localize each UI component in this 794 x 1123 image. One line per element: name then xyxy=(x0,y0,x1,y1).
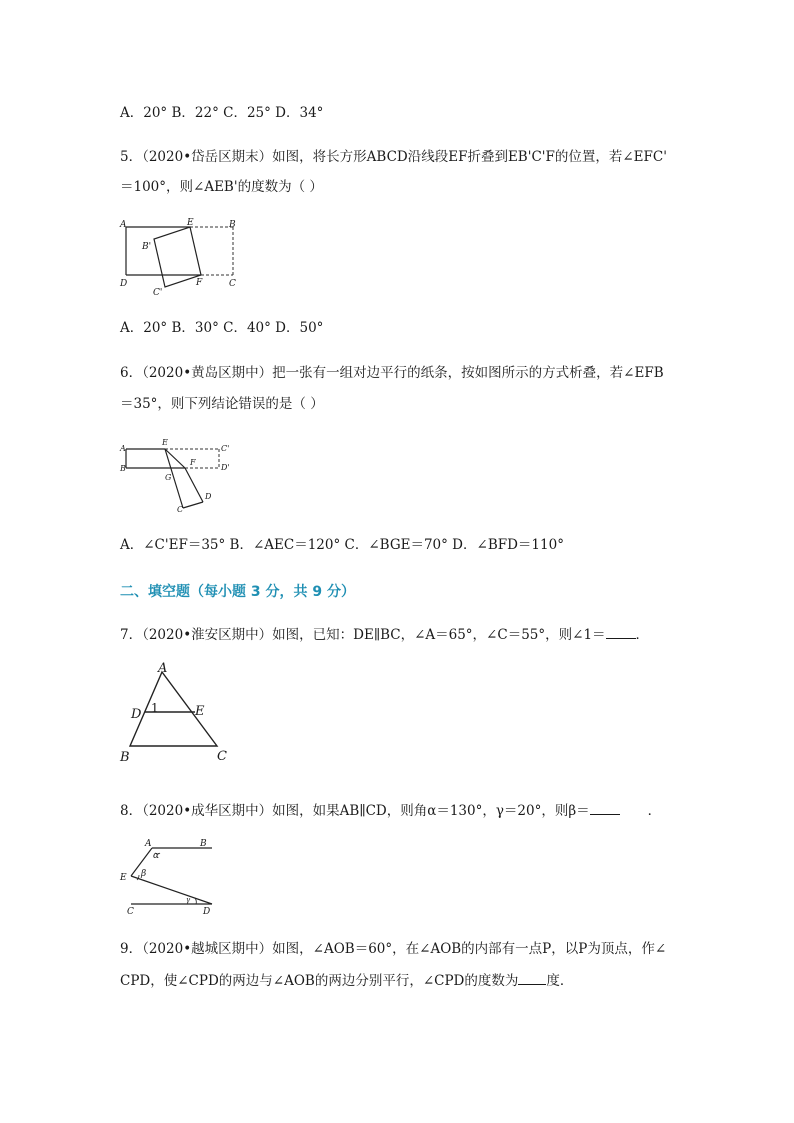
q4-options: A．20° B．22° C．25° D．34° xyxy=(120,105,324,121)
q6-label-D-prime: D' xyxy=(221,463,230,472)
q8-label-gamma: γ xyxy=(186,896,191,904)
q8-label-C: C xyxy=(127,907,134,917)
q5-label-B: B xyxy=(229,220,236,230)
q5-stem-line1: 5．（2020•岱岳区期末）如图，将长方形ABCD沿线段EF折叠到EB'C'F的位置，若∠EFC' xyxy=(120,149,667,165)
q7-figure-triangle xyxy=(115,660,240,770)
q8-label-beta: β xyxy=(141,869,147,879)
q7-text-end: ． xyxy=(635,627,650,643)
q7-label-D: D xyxy=(131,707,142,722)
q7-label-A: A xyxy=(158,661,168,676)
q5-label-C-prime: C' xyxy=(153,288,163,298)
q6-options: A．∠C'EF＝35° B．∠AEC＝120° C．∠BGE＝70° D．∠BFD＝110° xyxy=(120,537,564,553)
q9-stem-line1: 9．（2020•越城区期中）如图，∠AOB＝60°，在∠AOB的内部有一点P，以P为顶点，作∠ xyxy=(120,941,667,957)
q8-label-E: E xyxy=(120,873,127,883)
q7-answer-blank[interactable] xyxy=(606,624,636,639)
q5-label-A: A xyxy=(120,220,127,230)
q7-stem xyxy=(120,624,649,645)
q8-figure-parallel-lines xyxy=(115,832,225,922)
q6-label-A: A xyxy=(120,444,126,453)
q7-label-B: B xyxy=(120,750,130,765)
q9-answer-blank[interactable] xyxy=(518,970,546,985)
q9-text: CPD，使∠CPD的两边与∠AOB的两边分别平行，∠CPD的度数为 xyxy=(120,973,519,989)
q6-label-E: E xyxy=(162,438,168,447)
q6-stem-line1: 6．（2020•黄岛区期中）把一张有一组对边平行的纸条，按如图所示的方式析叠，若∠EFB xyxy=(120,365,664,381)
q7-label-C: C xyxy=(217,749,227,764)
q5-label-C: C xyxy=(229,279,236,289)
q6-figure-folded-strip xyxy=(115,435,245,515)
q8-text-end: ． xyxy=(647,803,662,819)
q5-label-F: F xyxy=(196,278,203,288)
q5-label-D: D xyxy=(120,279,128,289)
q5-label-E: E xyxy=(187,218,194,228)
q8-label-D: D xyxy=(203,907,211,917)
q6-label-C: C xyxy=(177,505,184,514)
q7-text: 7．（2020•淮安区期中）如图，已知：DE∥BC，∠A＝65°，∠C＝55°，则∠1＝ xyxy=(120,627,606,643)
q8-label-alpha: α xyxy=(153,851,160,861)
q8-label-A: A xyxy=(145,839,152,849)
q5-figure-folded-rectangle xyxy=(115,215,245,300)
q7-label-1: 1 xyxy=(151,701,159,715)
q8-stem xyxy=(120,800,661,821)
q9-stem-line2 xyxy=(120,970,573,991)
q6-stem-line2: ＝35°，则下列结论错误的是（ ） xyxy=(120,396,324,412)
q8-answer-blank[interactable] xyxy=(590,800,620,815)
q7-label-E: E xyxy=(195,704,205,719)
q6-label-D: D xyxy=(205,492,212,501)
q6-label-F: F xyxy=(190,458,196,467)
q6-label-B: B xyxy=(120,464,126,473)
q6-label-C-prime: C' xyxy=(221,444,230,453)
q6-label-G: G xyxy=(165,473,172,482)
q8-label-B: B xyxy=(200,839,207,849)
q5-options: A．20° B．30° C．40° D．50° xyxy=(120,320,324,336)
q5-stem-line2: ＝100°，则∠AEB'的度数为（ ） xyxy=(120,179,323,195)
q8-text: 8．（2020•成华区期中）如图，如果AB∥CD，则角α＝130°，γ＝20°，则β＝ xyxy=(120,803,590,819)
q5-label-B-prime: B' xyxy=(142,242,152,252)
section-title-fill-in-blanks: 二、填空题（每小题 3 分，共 9 分） xyxy=(120,584,355,600)
q9-text-end: 度． xyxy=(546,973,574,989)
